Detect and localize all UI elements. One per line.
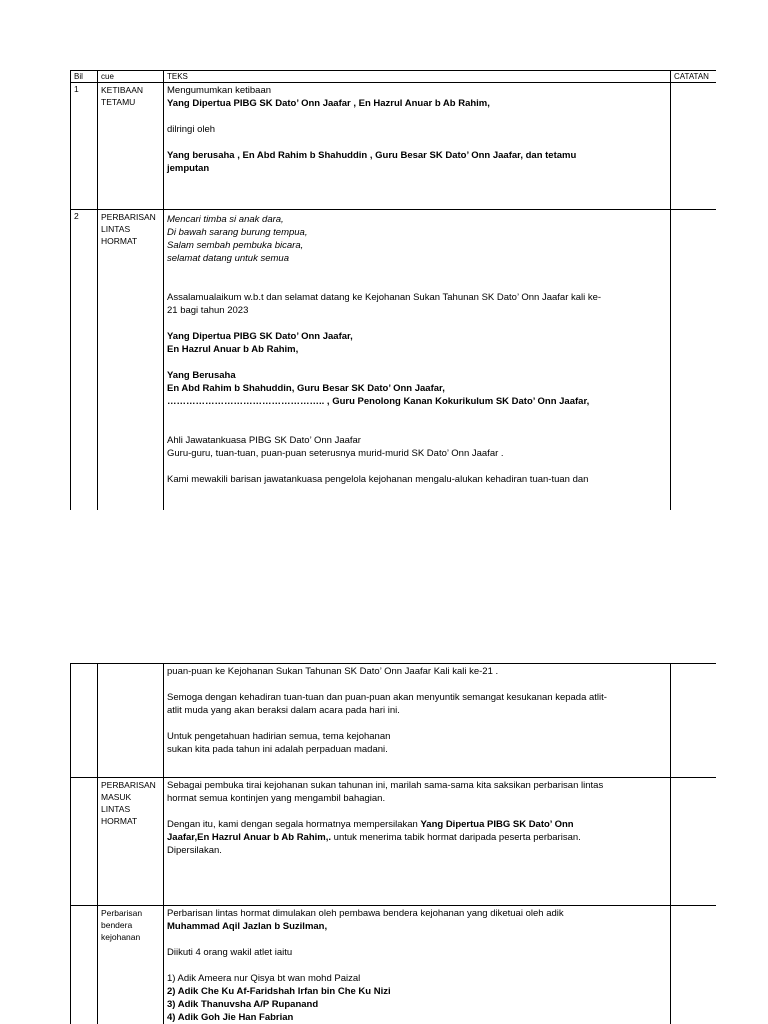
text-line: Ahli Jawatankuasa PIBG SK Dato’ Onn Jaafar	[167, 435, 361, 446]
text-run: Che Ku Af-Faridshah Irfan bin Che Ku Nizi	[200, 986, 391, 997]
text-line: sukan kita pada tahun ini adalah perpaduan madani.	[167, 744, 388, 755]
text-line: Yang Berusaha	[167, 370, 236, 381]
text-line: Yang berusaha , En Abd Rahim b Shahuddin , Guru Besar SK Dato’ Onn Jaafar, dan tetamu	[167, 150, 577, 161]
text-line	[167, 818, 667, 831]
cue-line: MASUK	[101, 792, 132, 802]
cue-cell	[98, 906, 164, 1024]
catatan-cell	[671, 664, 717, 778]
text-line: hormat semua kontinjen yang mengambil bahagian.	[167, 793, 386, 804]
cue-cell	[98, 83, 164, 210]
document-page-2	[70, 663, 716, 1024]
table-header-row	[71, 71, 717, 83]
text-line: Guru-guru, tuan-tuan, puan-puan seterusnya murid-murid SK Dato’ Onn Jaafar .	[167, 448, 504, 459]
list-item: 1) Adik Ameera nur Qisya bt wan mohd Paizal	[167, 973, 361, 984]
row-number: 1	[71, 83, 98, 210]
cue-line: Perbarisan	[101, 908, 143, 918]
text-line: En Abd Rahim b Shahuddin, Guru Besar SK Dato’ Onn Jaafar,	[167, 383, 445, 394]
cue-line: kejohanan	[101, 932, 141, 942]
cue-line: KETIBAAN	[101, 85, 144, 95]
text-run: Yang Dipertua PIBG SK Dato’ Onn	[420, 819, 574, 830]
list-item	[167, 985, 667, 998]
text-line: Diikuti 4 orang wakil atlet iaitu	[167, 947, 293, 958]
text-line: dilringi oleh	[167, 124, 216, 135]
text-line: Mengumumkan ketibaan	[167, 85, 272, 96]
row-number	[71, 778, 98, 906]
text-line: Untuk pengetahuan hadirian semua, tema kejohanan	[167, 731, 391, 742]
cue-cell	[98, 778, 164, 906]
text-line: Yang Dipertua PIBG SK Dato’ Onn Jaafar , En Hazrul Anuar b Ab Rahim,	[167, 98, 490, 109]
cue-line: HORMAT	[101, 816, 138, 826]
document-page-1	[70, 70, 716, 510]
catatan-cell	[671, 778, 717, 906]
table-row	[71, 906, 717, 1024]
cue-line: HORMAT	[101, 236, 138, 246]
teks-cell	[164, 210, 671, 511]
row-number	[71, 906, 98, 1024]
table-row	[71, 83, 717, 210]
cue-line: LINTAS	[101, 224, 131, 234]
text-run: 2) Adik	[167, 986, 201, 997]
teks-cell	[164, 906, 671, 1024]
text-line: En Hazrul Anuar b Ab Rahim,	[167, 344, 299, 355]
catatan-cell	[671, 83, 717, 210]
list-item: 4) Adik Goh Jie Han Fabrian	[167, 1012, 294, 1023]
teks-cell	[164, 664, 671, 778]
cue-cell	[98, 210, 164, 511]
teks-cell	[164, 778, 671, 906]
text-line	[167, 831, 667, 844]
text-run: Dengan itu, kami dengan segala hormatnya mempersilakan	[167, 819, 421, 830]
pantun-line: Mencari timba si anak dara,	[167, 214, 284, 225]
text-line: Muhammad Aqil Jazlan b Suzilman,	[167, 921, 328, 932]
header-cue: cue	[98, 71, 164, 83]
pantun-line: Di bawah sarang burung tempua,	[167, 227, 308, 238]
table-row	[71, 778, 717, 906]
cue-line: PERBARISAN	[101, 780, 156, 790]
cue-line: LINTAS	[101, 804, 131, 814]
cue-line: PERBARISAN	[101, 212, 156, 222]
text-run: Jaafar,En Hazrul Anuar b Ab Rahim,.	[167, 832, 332, 843]
text-line: puan-puan ke Kejohanan Sukan Tahunan SK Dato’ Onn Jaafar Kali kali ke-21 .	[167, 666, 499, 677]
text-line: Semoga dengan kehadiran tuan-tuan dan puan-puan akan menyuntik semangat kesukanan kepada atlit-	[167, 692, 607, 703]
pantun-line: Salam sembah pembuka bicara,	[167, 240, 304, 251]
text-line: Perbarisan lintas hormat dimulakan oleh pembawa bendera kejohanan yang diketuai oleh adik	[167, 908, 564, 919]
program-table-1	[70, 70, 716, 510]
row-number	[71, 664, 98, 778]
text-line: 21 bagi tahun 2023	[167, 305, 249, 316]
text-line: jemputan	[167, 163, 210, 174]
header-bil: Bil	[71, 71, 98, 83]
table-row	[71, 664, 717, 778]
catatan-cell	[671, 210, 717, 511]
text-line: ………………………………………….. , Guru Penolong Kanan Kokurikulum SK Dato’ Onn Jaafar,	[167, 396, 590, 407]
program-table-2	[70, 663, 716, 1024]
table-row	[71, 210, 717, 511]
text-line: Yang Dipertua PIBG SK Dato’ Onn Jaafar,	[167, 331, 353, 342]
text-line: Assalamualaikum w.b.t dan selamat datang ke Kejohanan Sukan Tahunan SK Dato’ Onn Jaafar kali ke-	[167, 292, 602, 303]
text-line: Dipersilakan.	[167, 845, 222, 856]
text-line: Kami mewakili barisan jawatankuasa pengelola kejohanan mengalu-alukan kehadiran tuan-tuan dan	[167, 474, 589, 485]
text-line: atlit muda yang akan beraksi dalam acara pada hari ini.	[167, 705, 400, 716]
cue-cell	[98, 664, 164, 778]
catatan-cell	[671, 906, 717, 1024]
row-number: 2	[71, 210, 98, 511]
teks-cell	[164, 83, 671, 210]
cue-line: bendera	[101, 920, 133, 930]
list-item: 3) Adik Thanuvsha A/P Rupanand	[167, 999, 319, 1010]
header-teks: TEKS	[164, 71, 671, 83]
pantun-line: selamat datang untuk semua	[167, 253, 289, 264]
text-line: Sebagai pembuka tirai kejohanan sukan tahunan ini, marilah sama-sama kita saksikan perbarisan lintas	[167, 780, 604, 791]
cue-line: TETAMU	[101, 97, 136, 107]
text-run: untuk menerima tabik hormat daripada peserta perbarisan.	[331, 832, 581, 843]
header-catatan: CATATAN	[671, 71, 717, 83]
